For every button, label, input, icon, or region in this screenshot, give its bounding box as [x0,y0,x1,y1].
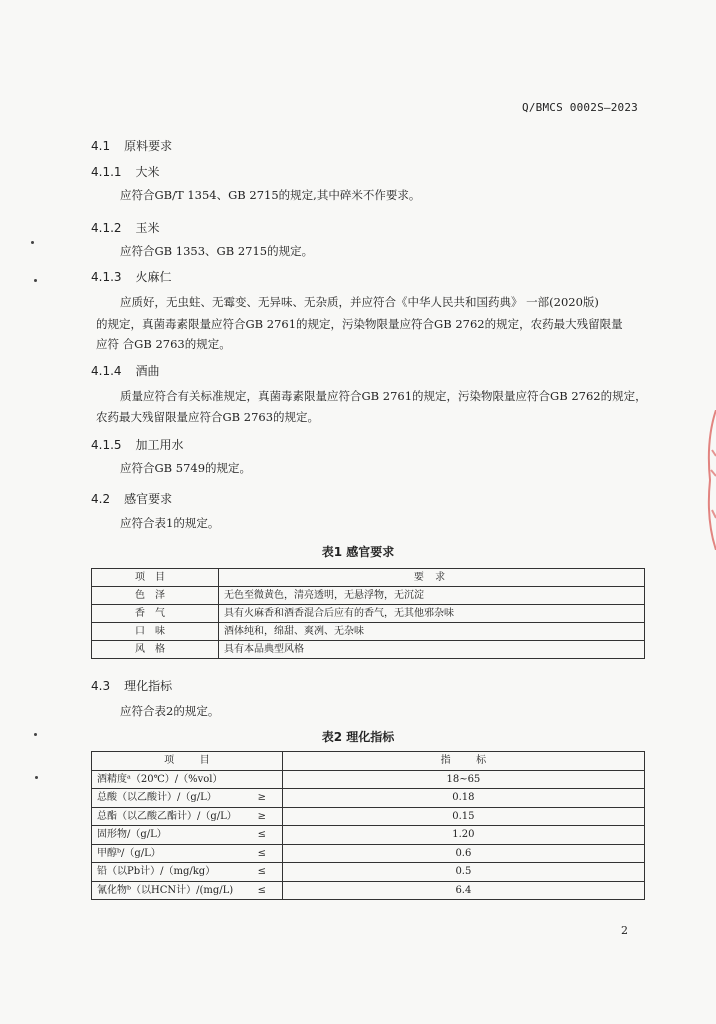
section-number: 4.1.5 [91,438,122,452]
section-4-1-1-heading [91,163,160,180]
table-row [92,863,645,882]
section-4-1-3-line-1: 应质好，无虫蛀、无霉变、无异味、无杂质，并应符合《中华人民共和国药典》 一部(2020版) [120,295,599,309]
section-4-1-2-heading [91,219,160,236]
table-row [92,789,645,808]
page-number: 2 [621,924,628,937]
section-4-1-3-line-3: 应符 合GB 2763的规定。 [96,337,231,351]
table-row [92,605,645,623]
scan-speck [34,279,37,282]
section-number: 4.3 [91,679,111,693]
table-row [92,826,645,845]
scan-speck [34,733,37,736]
section-4-3-heading [91,677,172,694]
table-row [92,641,645,659]
section-title: 酒曲 [135,364,160,378]
table-cell: 甲醇ᵇ/（g/L） [92,844,242,863]
section-4-1-3-heading [91,268,172,285]
section-number: 4.1.2 [91,221,122,235]
scan-speck [31,241,34,244]
section-title: 感官要求 [124,492,173,506]
table-cell: 铅（以Pb计）/（mg/kg） [92,863,242,882]
table-cell: 具有本品典型风格 [219,641,645,659]
table-row [92,770,645,789]
table-header-cell: 项 目 [92,752,283,771]
section-4-1-2-text: 应符合GB 1353、GB 2715的规定。 [120,244,314,258]
table-cell: ≤ [242,863,283,882]
table-1-caption: 表1 感官要求 [321,545,395,559]
section-title: 理化指标 [124,679,173,693]
table-cell: 总酯（以乙酸乙酯计）/（g/L） [92,807,242,826]
section-number: 4.1.3 [91,270,122,284]
section-4-1-5-heading [91,436,184,453]
table-cell: ≤ [242,881,283,900]
section-4-1-3-line-2: 的规定，真菌毒素限量应符合GB 2761的规定，污染物限量应符合GB 2762的规定，农药最大残留限量 [96,317,623,331]
section-4-1-4-heading [91,362,160,379]
table-header-cell: 要 求 [219,569,645,587]
table-cell [242,770,283,789]
table-row [92,881,645,900]
physicochemical-indicators-table [91,751,645,900]
table-cell: ≥ [242,789,283,808]
document-id: Q/BMCS 0002S—2023 [522,101,638,114]
table-cell: 具有火麻香和酒香混合后应有的香气，无其他邪杂味 [219,605,645,623]
table-cell: 香气 [92,605,219,623]
table-cell: 无色至微黄色，清亮透明，无悬浮物，无沉淀 [219,587,645,605]
section-title: 大米 [135,165,160,179]
table-cell: ≤ [242,826,283,845]
red-seal-edge [702,410,716,550]
table-cell: 0.15 [282,807,644,826]
table-header-row [92,752,645,771]
table-cell: ≥ [242,807,283,826]
table-cell: 酒精度ᵃ（20℃）/（%vol） [92,770,242,789]
table-cell: 1.20 [282,826,644,845]
section-number: 4.1.4 [91,364,122,378]
section-4-1-4-line-2: 农药最大残留限量应符合GB 2763的规定。 [96,410,320,424]
table-row [92,844,645,863]
section-title: 原料要求 [124,139,173,153]
section-4-1-heading [91,137,172,154]
table-header-cell: 指 标 [282,752,644,771]
table-cell: 风格 [92,641,219,659]
table-cell: 0.5 [282,863,644,882]
table-row [92,587,645,605]
table-cell: ≤ [242,844,283,863]
section-4-1-4-line-1: 质量应符合有关标准规定，真菌毒素限量应符合GB 2761的规定，污染物限量应符合GB 2762的规定， [120,389,647,403]
section-title: 加工用水 [135,438,184,452]
sensory-requirements-table [91,568,645,659]
scan-speck [35,776,38,779]
section-4-2-text: 应符合表1的规定。 [120,516,220,530]
section-title: 玉米 [135,221,160,235]
table-cell: 0.18 [282,789,644,808]
section-number: 4.1.1 [91,165,122,179]
section-number: 4.2 [91,492,111,506]
table-cell: 总酸（以乙酸计）/（g/L） [92,789,242,808]
table-row [92,807,645,826]
section-title: 火麻仁 [135,270,172,284]
table-cell: 色泽 [92,587,219,605]
table-cell: 18~65 [282,770,644,789]
table-row [92,623,645,641]
table-2-caption: 表2 理化指标 [321,730,395,744]
section-4-1-5-text: 应符合GB 5749的规定。 [120,461,252,475]
table-cell: 0.6 [282,844,644,863]
table-cell: 氰化物ᵇ（以HCN计）/(mg/L) [92,881,242,900]
section-4-1-1-text: 应符合GB/T 1354、GB 2715的规定,其中碎米不作要求。 [120,188,421,202]
table-header-cell: 项目 [92,569,219,587]
section-4-2-heading [91,490,172,507]
table-cell: 6.4 [282,881,644,900]
table-header-row [92,569,645,587]
table-cell: 酒体纯和，绵甜、爽冽、无杂味 [219,623,645,641]
section-4-3-text: 应符合表2的规定。 [120,704,220,718]
table-cell: 固形物/（g/L） [92,826,242,845]
section-number: 4.1 [91,139,111,153]
table-cell: 口味 [92,623,219,641]
